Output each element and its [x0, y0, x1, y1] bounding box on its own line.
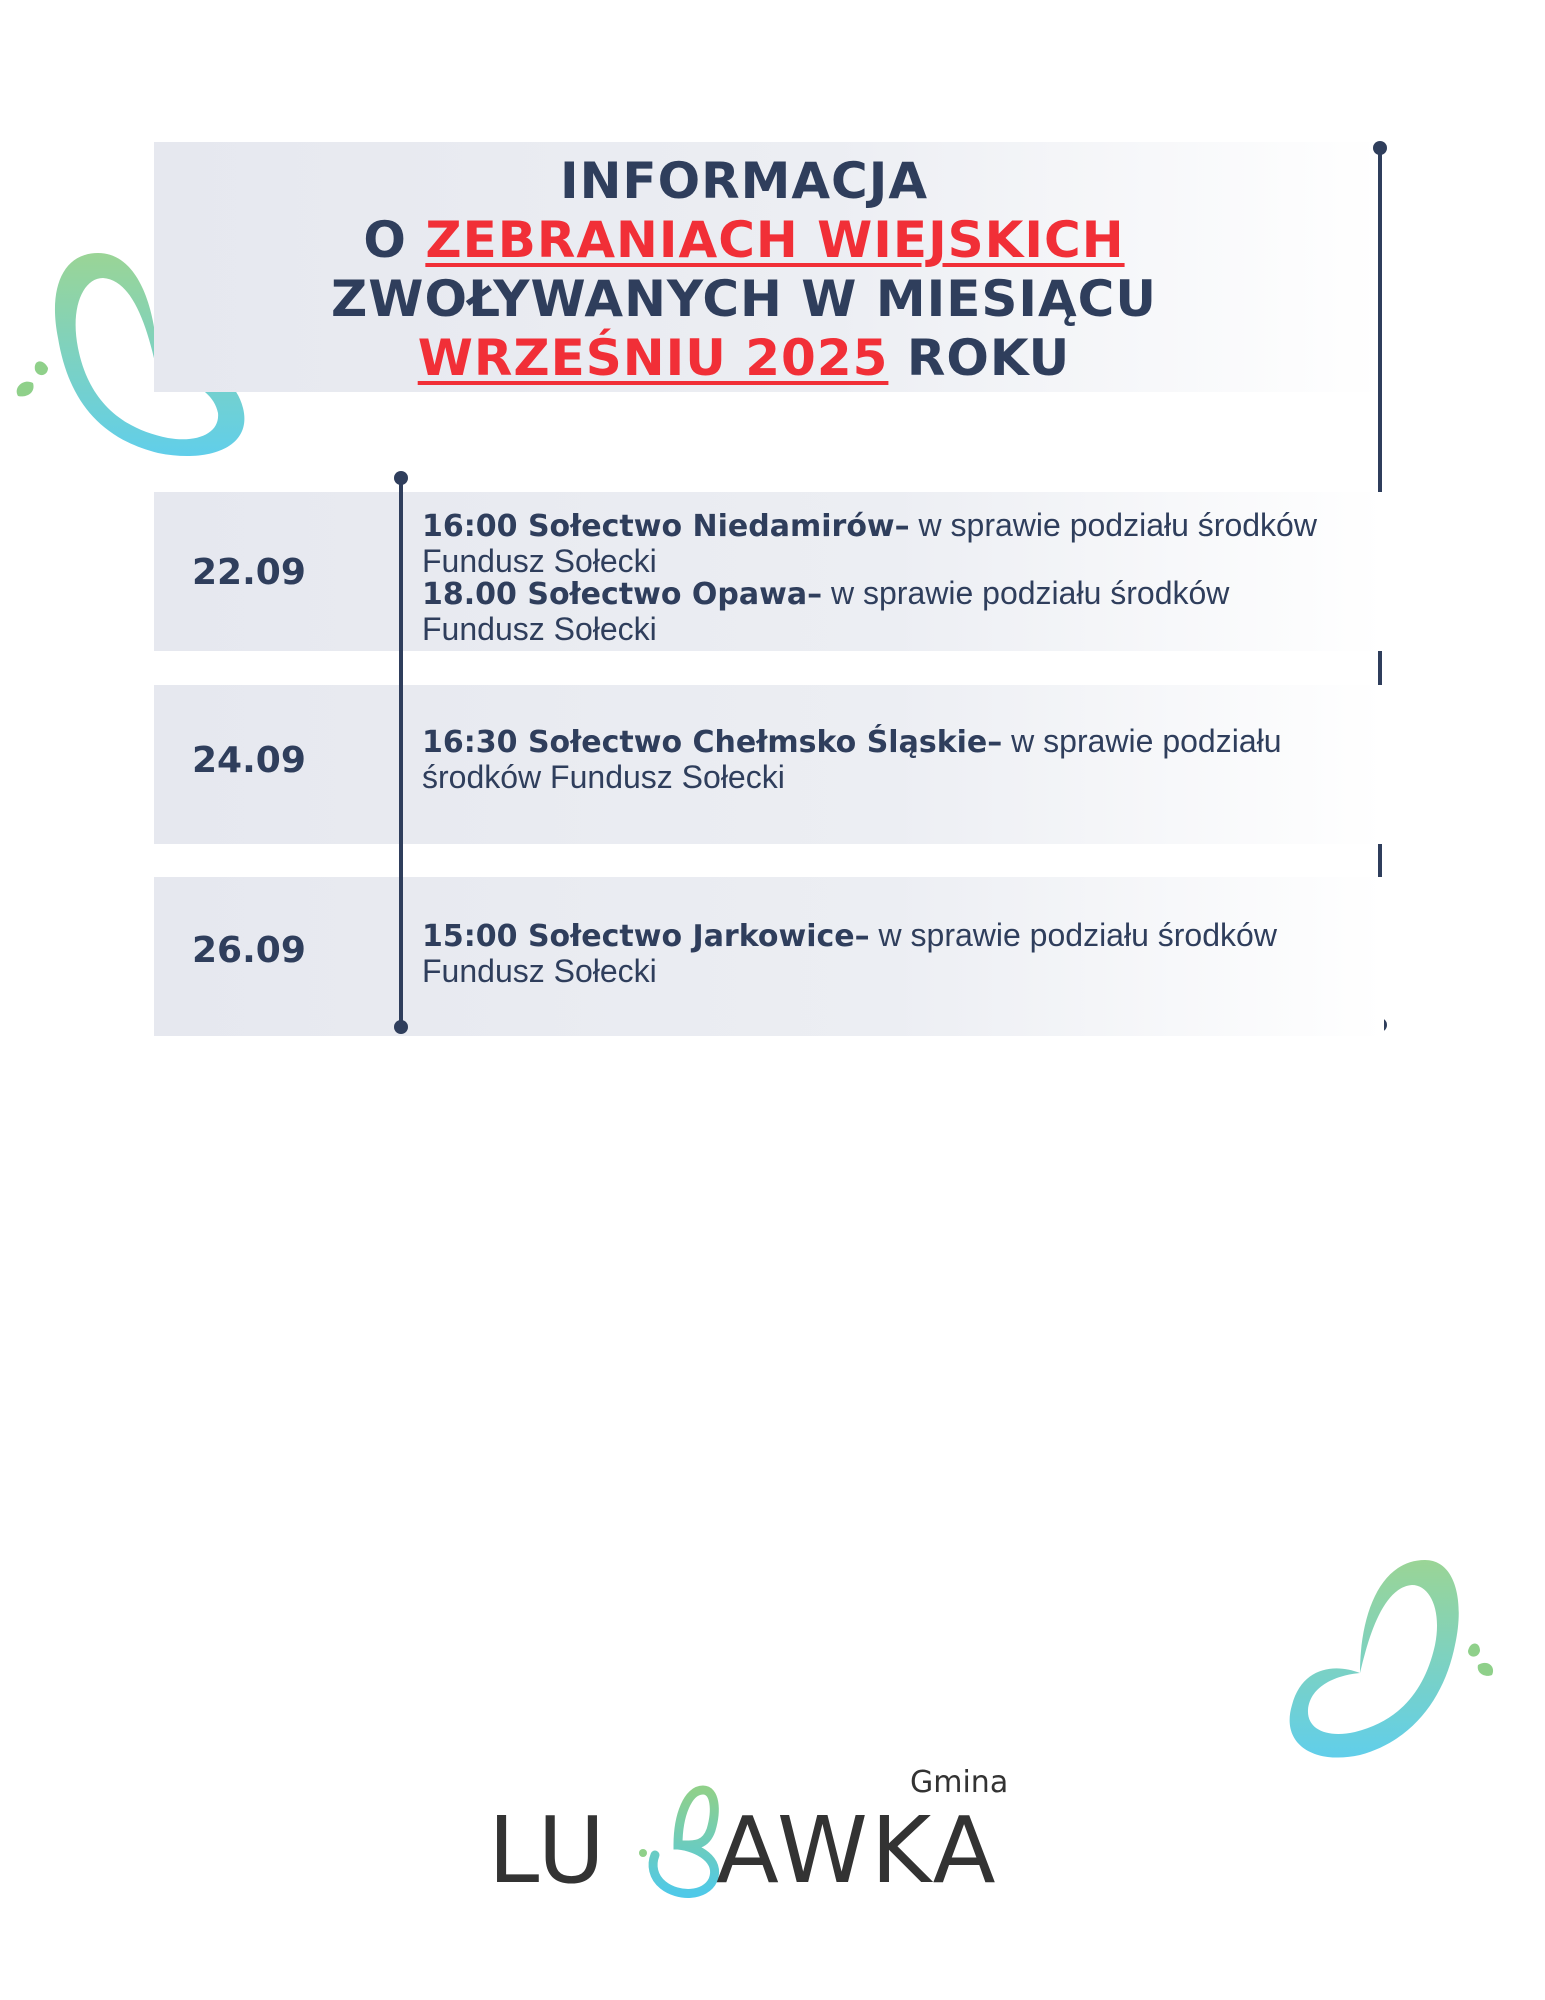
logo-text-right: AWKA	[716, 1797, 999, 1904]
meeting-entry: 16:00 Sołectwo Niedamirów– w sprawie podziału środków Fundusz Sołecki	[422, 507, 1317, 579]
gmina-lubawka-logo	[488, 1765, 1048, 1905]
title-line-3: ZWOŁYWANYCH W MIESIĄCU	[331, 270, 1157, 328]
meeting-date: 24.09	[192, 740, 306, 781]
page-title	[154, 152, 1334, 388]
meeting-entry: 15:00 Sołectwo Jarkowice– w sprawie podziału środków Fundusz Sołecki	[422, 917, 1277, 989]
title-line-4: WRZEŚNIU 2025 ROKU	[417, 329, 1071, 387]
timeline-left-top-dot	[394, 471, 408, 485]
meeting-entry: 18.00 Sołectwo Opawa– w sprawie podziału środków Fundusz Sołecki	[422, 575, 1230, 647]
title-line-1: INFORMACJA	[559, 152, 929, 210]
logo-gmina-label: Gmina	[910, 1765, 1009, 1800]
logo-text-left: LU	[488, 1797, 609, 1904]
logo-butterfly-icon	[633, 1785, 723, 1905]
timeline-left-bottom-dot	[394, 1020, 408, 1034]
butterfly-icon	[1280, 1555, 1500, 1795]
meeting-date: 26.09	[192, 930, 306, 971]
title-line-2: O ZEBRANIACH WIEJSKICH	[363, 211, 1125, 269]
meeting-date: 22.09	[192, 552, 306, 593]
title-highlight-meetings: ZEBRANIACH WIEJSKICH	[425, 211, 1125, 269]
timeline-left-line	[399, 477, 403, 1025]
title-highlight-month: WRZEŚNIU 2025	[417, 329, 889, 387]
timeline-right-top-dot	[1373, 141, 1387, 155]
meeting-entry: 16:30 Sołectwo Chełmsko Śląskie– w sprawie podziału środków Fundusz Sołecki	[422, 723, 1282, 795]
